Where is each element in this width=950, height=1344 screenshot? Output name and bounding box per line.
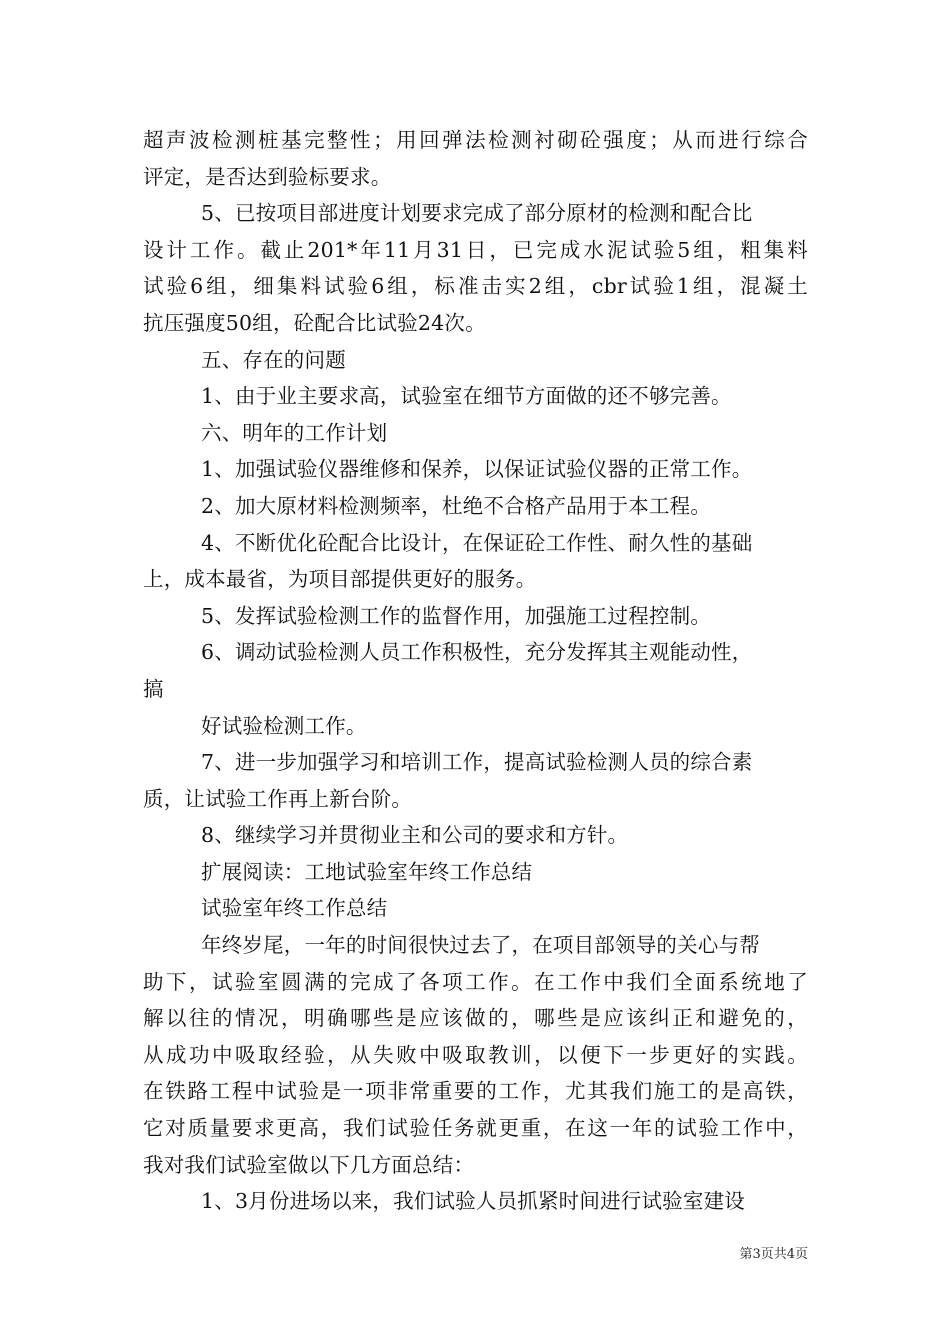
text-line: 我对我们试验室做以下几方面总结： xyxy=(143,1152,475,1177)
text-line: 6、调动试验检测人员工作积极性，充分发挥其主观能动性， xyxy=(201,640,753,665)
text-line: 抗压强度50组，砼配合比试验24次。 xyxy=(143,310,486,335)
text-line: 超声波检测桩基完整性；用回弹法检测衬砌砼强度；从而进行综合 xyxy=(143,128,808,152)
text-line: 1、3月份进场以来，我们试验人员抓紧时间进行试验室建设 xyxy=(201,1189,745,1214)
page-number: 第3页共4页 xyxy=(739,1247,808,1262)
text-line: 2、加大原材料检测频率，杜绝不合格产品用于本工程。 xyxy=(201,493,712,518)
text-line: 扩展阅读：工地试验室年终工作总结 xyxy=(201,859,533,884)
text-line: 5、发挥试验检测工作的监督作用，加强施工过程控制。 xyxy=(201,603,712,628)
text-line: 质，让试验工作再上新台阶。 xyxy=(143,786,413,811)
text-line: 助下，试验室圆满的完成了各项工作。在工作中我们全面系统地了 xyxy=(143,969,808,994)
section-heading: 五、存在的问题 xyxy=(201,347,346,372)
text-line: 上，成本最省，为项目部提供更好的服务。 xyxy=(143,567,537,592)
text-line: 4、不断优化砼配合比设计，在保证砼工作性、耐久性的基础 xyxy=(201,530,753,555)
text-line: 1、加强试验仪器维修和保养，以保证试验仪器的正常工作。 xyxy=(201,457,753,482)
text-line: 年终岁尾，一年的时间很快过去了，在项目部领导的关心与帮 xyxy=(201,933,760,958)
text-line: 它对质量要求更高，我们试验任务就更重，在这一年的试验工作中， xyxy=(143,1116,808,1141)
text-line: 搞 xyxy=(143,676,164,701)
text-line: 在铁路工程中试验是一项非常重要的工作，尤其我们施工的是高铁， xyxy=(143,1079,808,1104)
text-line: 解以往的情况，明确哪些是应该做的，哪些是应该纠正和避免的， xyxy=(143,1006,808,1031)
text-line: 5、已按项目部进度计划要求完成了部分原材的检测和配合比 xyxy=(201,201,753,226)
section-heading: 试验室年终工作总结 xyxy=(201,896,388,921)
text-line: 好试验检测工作。 xyxy=(201,713,367,738)
body-text xyxy=(143,122,808,1220)
text-line: 试验6组，细集料试验6组，标准击实2组，cbr试验1组，混凝土 xyxy=(143,274,808,299)
section-heading: 六、明年的工作计划 xyxy=(201,420,388,445)
text-line: 8、继续学习并贯彻业主和公司的要求和方针。 xyxy=(201,823,629,848)
text-line: 设计工作。截止201*年11月31日，已完成水泥试验5组，粗集料 xyxy=(143,237,808,262)
text-line: 7、进一步加强学习和培训工作，提高试验检测人员的综合素 xyxy=(201,750,753,775)
text-line: 从成功中吸取经验，从失败中吸取教训，以便下一步更好的实践。 xyxy=(143,1042,808,1067)
text-line: 评定，是否达到验标要求。 xyxy=(143,164,392,189)
text-line: 1、由于业主要求高，试验室在细节方面做的还不够完善。 xyxy=(201,384,732,409)
